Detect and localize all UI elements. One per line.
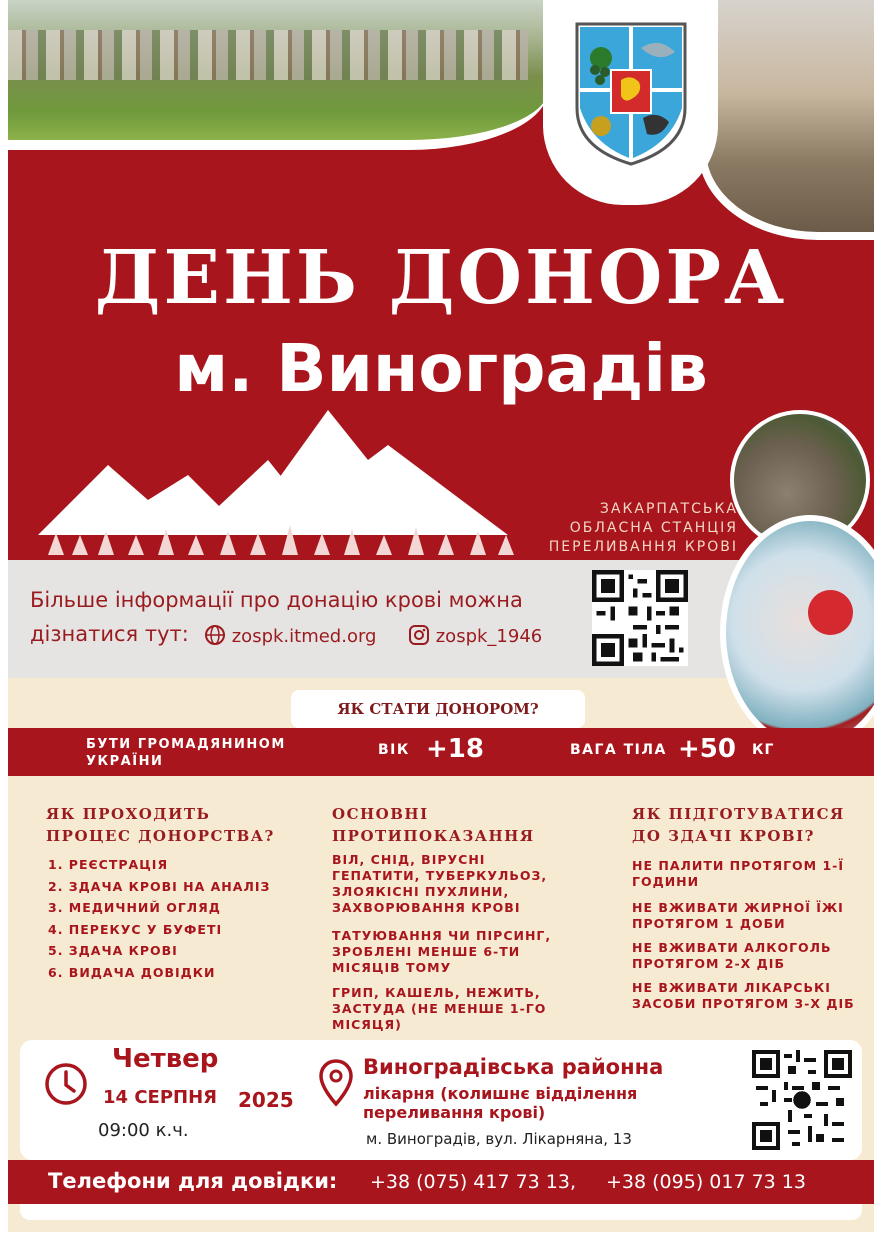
event-date: 14 СЕРПНЯ xyxy=(103,1087,218,1108)
weight-value: +50 xyxy=(678,734,736,764)
poster-title: ДЕНЬ ДОНОРА xyxy=(94,235,788,321)
requirements-band xyxy=(8,728,874,776)
qr-code-contact[interactable] xyxy=(752,1050,852,1150)
contraindication-item: ВІЛ, СНІД, ВІРУСНІ ГЕПАТИТИ, ТУБЕРКУЛЬОЗ, ЗЛОЯКІСНІ ПУХЛИНИ, ЗАХВОРЮВАННЯ КРОВІ xyxy=(332,852,548,915)
instagram-link[interactable]: zospk_1946 xyxy=(408,624,542,647)
hospital-name: Виноградівська районна xyxy=(363,1055,664,1079)
list-item: 1. РЕЄСТРАЦІЯ xyxy=(48,857,169,872)
mountains-illustration xyxy=(38,405,518,560)
website-link[interactable]: zospk.itmed.org xyxy=(204,624,376,647)
stress-ball-image xyxy=(808,590,853,635)
event-year: 2025 xyxy=(238,1088,294,1112)
contraindication-item: ТАТУЮВАННЯ ЧИ ПІРСИНГ, ЗРОБЛЕНІ МЕНШЕ 6-ТИ МІСЯЦІВ ТОМУ xyxy=(332,928,552,975)
village-landscape-photo xyxy=(8,0,548,150)
preparation-heading: ЯК ПІДГОТУВАТИСЯ ДО ЗДАЧІ КРОВІ? xyxy=(632,805,845,845)
clock-icon xyxy=(44,1062,88,1106)
info-text-continued: дізнатися тут: xyxy=(30,622,189,646)
town-fountain-photo xyxy=(698,0,874,240)
list-item: 3. МЕДИЧНИЙ ОГЛЯД xyxy=(48,900,221,915)
phone-number-2[interactable]: +38 (095) 017 73 13 xyxy=(606,1171,806,1193)
process-steps-list xyxy=(48,857,270,986)
phones-label: Телефони для довідки: xyxy=(48,1169,338,1193)
list-item: 6. ВИДАЧА ДОВІДКИ xyxy=(48,964,216,980)
age-value: +18 xyxy=(426,734,484,764)
preparation-item: НЕ ПАЛИТИ ПРОТЯГОМ 1-Ї ГОДИНИ xyxy=(632,858,844,889)
donor-day-poster xyxy=(8,0,874,1232)
event-time: 09:00 к.ч. xyxy=(98,1120,189,1141)
weight-unit: КГ xyxy=(752,742,775,758)
phone-number-1[interactable]: +38 (075) 417 73 13, xyxy=(370,1171,577,1193)
preparation-item: НЕ ВЖИВАТИ ЖИРНОЇ ЇЖІ ПРОТЯГОМ 1 ДОБИ xyxy=(632,900,844,931)
process-heading: ЯК ПРОХОДИТЬ ПРОЦЕС ДОНОРСТВА? xyxy=(46,805,275,845)
poster-city: м. Виноградів xyxy=(174,330,708,407)
citizenship-requirement: БУТИ ГРОМАДЯНИНОМ УКРАЇНИ xyxy=(86,737,286,769)
weight-label: ВАГА ТІЛА xyxy=(570,742,667,758)
city-coat-of-arms-icon xyxy=(571,18,691,168)
preparation-item: НЕ ВЖИВАТИ АЛКОГОЛЬ ПРОТЯГОМ 2-Х ДІБ xyxy=(632,940,832,971)
blood-station-name: ЗАКАРПАТСЬКА ОБЛАСНА СТАНЦІЯ ПЕРЕЛИВАННЯ КРОВІ xyxy=(548,501,738,555)
bottom-border xyxy=(20,1204,862,1220)
hospital-details: лікарня (колишнє відділення переливання крові) xyxy=(363,1084,638,1122)
list-item: 5. ЗДАЧА КРОВІ xyxy=(48,943,178,958)
contraindications-heading: ОСНОВНІ ПРОТИПОКАЗАННЯ xyxy=(332,805,535,845)
contraindication-item: ГРИП, КАШЕЛЬ, НЕЖИТЬ, ЗАСТУДА (НЕ МЕНШЕ 1-ГО МІСЯЦЯ) xyxy=(332,985,547,1032)
location-pin-icon xyxy=(318,1058,354,1108)
phone-band xyxy=(8,1160,874,1204)
preparation-item: НЕ ВЖИВАТИ ЛІКАРСЬКІ ЗАСОБИ ПРОТЯГОМ 3-Х ДІБ xyxy=(632,980,855,1011)
globe-icon xyxy=(204,624,226,646)
event-day: Четвер xyxy=(112,1044,219,1074)
list-item: 4. ПЕРЕКУС У БУФЕТІ xyxy=(48,921,223,937)
qr-code-info[interactable] xyxy=(592,570,688,666)
how-to-become-heading: ЯК СТАТИ ДОНОРОМ? xyxy=(291,690,585,728)
event-address: м. Виноградів, вул. Лікарняна, 13 xyxy=(366,1130,632,1148)
list-item: 2. ЗДАЧА КРОВІ НА АНАЛІЗ xyxy=(48,878,271,894)
info-text: Більше інформації про донацію крові можна xyxy=(30,588,523,612)
age-label: ВІК xyxy=(378,742,410,758)
instagram-icon xyxy=(408,624,430,646)
